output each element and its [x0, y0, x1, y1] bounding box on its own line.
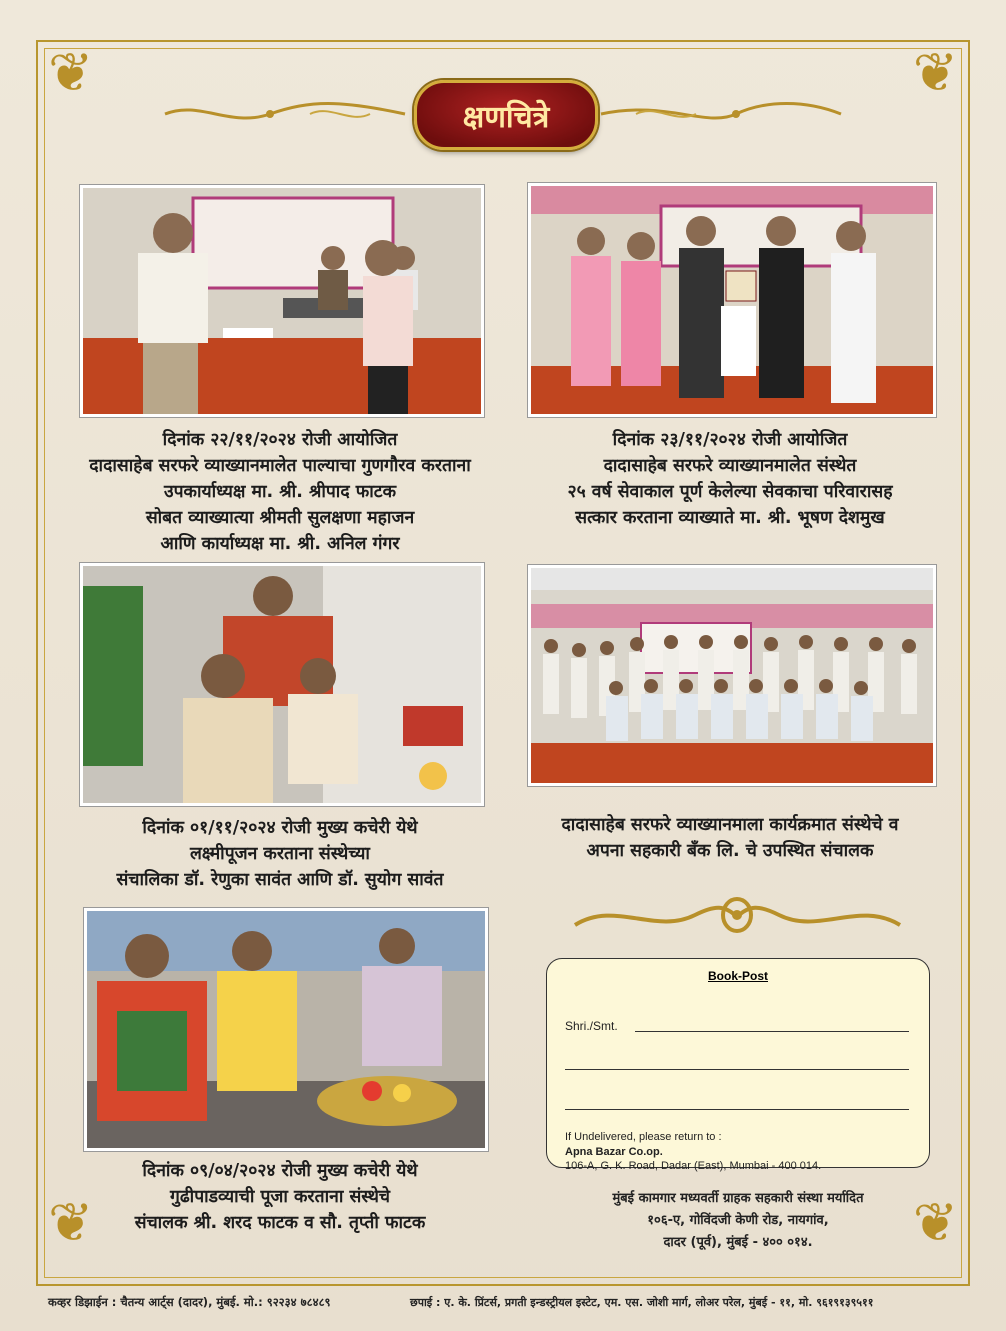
caption-line: संचालक श्री. शरद फाटक व सौ. तृप्ती फाटक [134, 1213, 426, 1233]
caption-line: लक्ष्मीपूजन करताना संस्थेच्या [190, 844, 370, 864]
corner-ornament-icon: ❦ [912, 1191, 958, 1254]
address-line [565, 1069, 909, 1070]
caption-5 [50, 1158, 510, 1236]
caption-line: सोबत व्याख्यात्या श्रीमती सुलक्षणा महाजन [145, 508, 415, 528]
caption-line: अपना सहकारी बँक लि. चे उपस्थित संचालक [586, 841, 874, 861]
photo-gudhi-padwa-puja [84, 908, 488, 1151]
org-name-marathi: मुंबई कामगार मध्यवर्ती ग्राहक सहकारी संस्था मर्यादित [612, 1191, 864, 1206]
photo-lakshmi-pujan [80, 563, 484, 806]
caption-line: सत्कार करताना व्याख्याते मा. श्री. भूषण देशमुख [575, 508, 885, 528]
caption-line: २५ वर्ष सेवाकाल पूर्ण केलेल्या सेवकाचा परिवारासह [567, 482, 893, 502]
photo-felicitation [528, 183, 936, 417]
caption-line: गुढीपाडव्याची पूजा करताना संस्थेचे [169, 1187, 391, 1207]
caption-3 [50, 815, 510, 893]
caption-1 [50, 427, 510, 557]
footer-printer-credit: छपाई : ए. के. प्रिंटर्स, प्रगती इन्डस्ट्रीयल इस्टेट, एम. एस. जोशी मार्ग, लोअर परेल, मुंबई - ११, मो. ९६१९१३९५११ [410, 1296, 874, 1309]
photo-directors-group [528, 565, 936, 786]
book-post-address-box [546, 958, 930, 1172]
caption-line: दिनांक २२/११/२०२४ रोजी आयोजित [162, 430, 398, 450]
caption-line: दादासाहेब सरफरे व्याख्यानमालेत संस्थेत [603, 456, 857, 476]
caption-2 [500, 427, 960, 531]
corner-ornament-icon: ❦ [48, 41, 94, 104]
recipient-name-line [635, 1031, 909, 1032]
corner-ornament-icon: ❦ [912, 41, 958, 104]
title-badge [414, 80, 598, 150]
left-flourish-icon [160, 100, 410, 128]
ornament-divider-icon [565, 895, 910, 940]
caption-line: दिनांक ०९/०४/२०२४ रोजी मुख्य कचेरी येथे [142, 1161, 418, 1181]
book-post-title: Book-Post [708, 969, 768, 983]
caption-line: दादासाहेब सरफरे व्याख्यानमाला कार्यक्रमात संस्थेचे व [561, 815, 899, 835]
caption-line: दिनांक ०१/११/२०२४ रोजी मुख्य कचेरी येथे [142, 818, 418, 838]
recipient-name-label: Shri./Smt. [565, 1019, 618, 1033]
page-title: क्षणचित्रे [462, 99, 550, 135]
org-address-line: १०६-ए, गोविंदजी केणी रोड, नायगांव, [647, 1213, 829, 1228]
page-header [150, 72, 856, 162]
return-address: 106-A, G. K. Road, Dadar (East), Mumbai - 400 014. [565, 1160, 822, 1172]
photo-award-presentation [80, 185, 484, 417]
caption-line: उपकार्याध्यक्ष मा. श्री. श्रीपाद फाटक [163, 482, 397, 502]
address-line [565, 1109, 909, 1110]
org-address-line: दादर (पूर्व), मुंबई - ४०० ०१४. [663, 1235, 813, 1250]
return-notice: If Undelivered, please return to : [565, 1131, 722, 1143]
caption-line: संचालिका डॉ. रेणुका सावंत आणि डॉ. सुयोग सावंत [116, 870, 444, 890]
caption-line: दिनांक २३/११/२०२४ रोजी आयोजित [612, 430, 848, 450]
caption-4 [500, 812, 960, 864]
footer-cover-credit: कव्हर डिझाईन : चैतन्य आर्ट्स (दादर), मुंबई. मो.: ९२२३४ ७८४८९ [48, 1295, 331, 1309]
corner-ornament-icon: ❦ [48, 1191, 94, 1254]
right-flourish-icon [596, 100, 846, 128]
caption-line: दादासाहेब सरफरे व्याख्यानमालेत पाल्याचा गुणगौरव करताना [89, 456, 471, 476]
caption-line: आणि कार्याध्यक्ष मा. श्री. अनिल गंगर [160, 534, 400, 554]
return-org: Apna Bazar Co.op. [565, 1146, 663, 1158]
